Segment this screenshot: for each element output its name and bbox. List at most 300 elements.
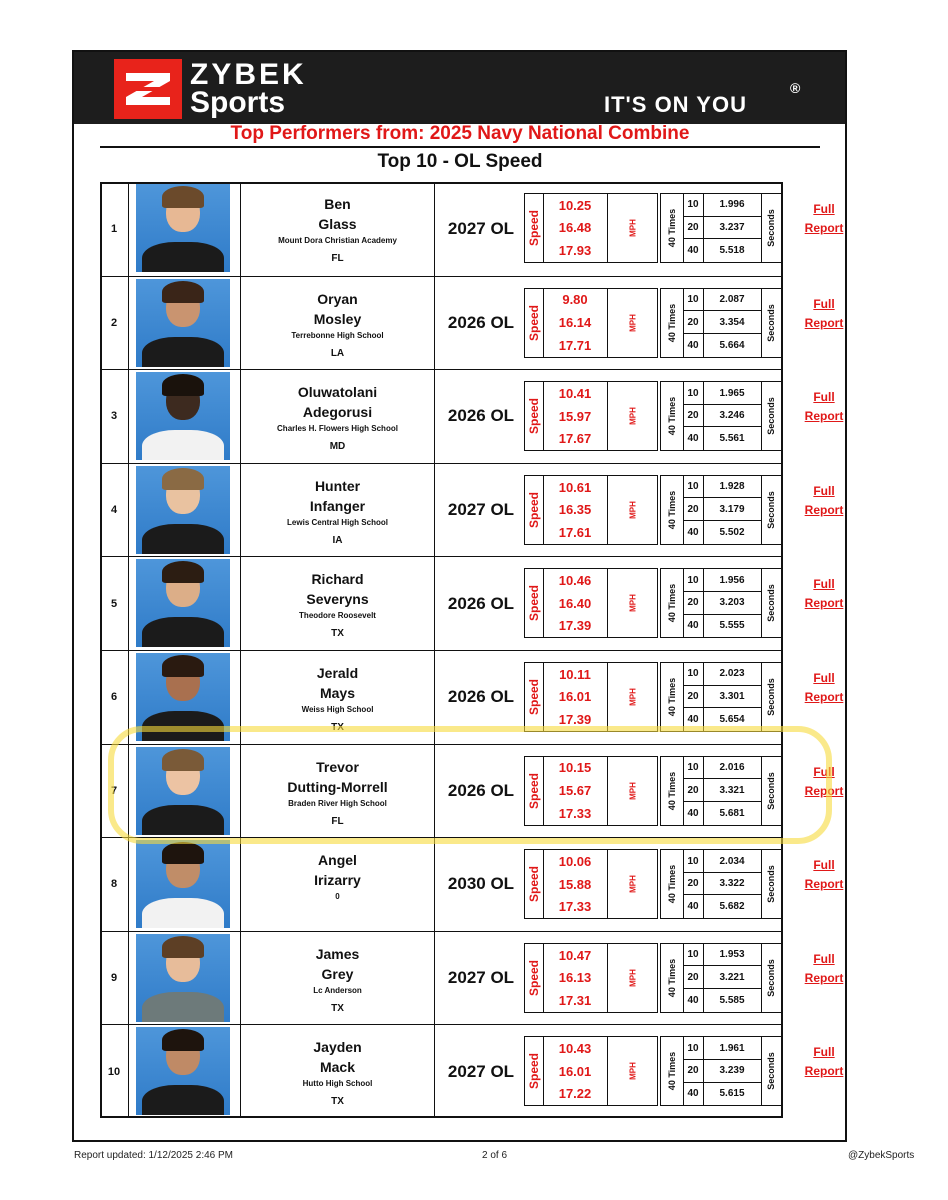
speed-label: Speed	[527, 959, 541, 996]
speed-value: 10.11	[559, 666, 591, 682]
school-name: Braden River High School	[288, 798, 387, 808]
school-name: Lewis Central High School	[287, 517, 388, 527]
seconds-label: Seconds	[766, 771, 776, 810]
speed-value: 16.48	[558, 220, 592, 236]
rank-number: 8	[100, 838, 129, 931]
split-distance: 10	[683, 663, 703, 686]
split-distances	[683, 757, 704, 825]
times-box	[660, 568, 782, 638]
split-distances	[683, 944, 704, 1012]
player-row	[100, 837, 844, 931]
split-time: 5.502	[719, 526, 745, 538]
last-name: Irizarry	[314, 872, 361, 889]
class-position: 2027 OL	[447, 968, 515, 988]
seconds-label-cell	[761, 1037, 781, 1105]
full-report-link[interactable]	[795, 200, 853, 238]
speed-value: 16.14	[558, 315, 592, 331]
mph-label: MPH	[628, 594, 638, 613]
speed-value: 10.06	[558, 854, 592, 869]
seconds-label-cell	[761, 663, 781, 731]
times-box	[660, 756, 782, 826]
list-title: Top 10 - OL Speed	[377, 151, 543, 172]
forty-times-label-cell	[661, 757, 684, 825]
speed-value: 10.47	[558, 947, 592, 963]
full-link-text[interactable]: Full	[813, 951, 835, 966]
player-row	[100, 463, 844, 557]
player-photo	[136, 279, 230, 367]
full-link-text[interactable]: Full	[813, 764, 835, 779]
photo-shirt	[142, 711, 224, 741]
split-time: 5.585	[719, 994, 745, 1006]
player-row	[100, 650, 844, 744]
speed-value: 10.46	[558, 573, 592, 589]
speed-value: 10.15	[558, 760, 592, 776]
speed-label-cell	[525, 194, 544, 262]
split-distance: 20	[683, 311, 703, 334]
mph-label-cell	[607, 289, 659, 357]
last-name: Severyns	[306, 591, 369, 608]
photo-hair	[162, 842, 204, 864]
state: IA	[332, 534, 343, 546]
player-row	[100, 182, 844, 276]
school-name: Mount Dora Christian Academy	[278, 236, 397, 245]
split-distance: 40	[687, 339, 699, 351]
speed-value: 10.25	[558, 197, 592, 213]
player-info	[240, 1025, 435, 1118]
speed-value: 15.88	[558, 876, 592, 892]
speed-value: 16.01	[558, 1063, 592, 1079]
times-box	[660, 381, 782, 451]
split-time: 3.354	[703, 311, 761, 334]
report-link-text[interactable]: Report	[804, 970, 844, 985]
full-link-text[interactable]: Full	[813, 483, 835, 498]
split-distance: 20	[683, 873, 703, 896]
photo-hair	[162, 186, 204, 208]
split-times	[703, 850, 762, 918]
first-name: Angel	[318, 852, 357, 869]
split-distances	[683, 569, 704, 637]
full-link-text[interactable]: Full	[813, 202, 835, 216]
mph-label: MPH	[628, 219, 638, 237]
player-row	[100, 556, 844, 650]
speed-label-cell	[525, 289, 544, 357]
player-photo	[136, 466, 230, 554]
photo-hair	[162, 936, 204, 958]
split-distance: 40	[687, 807, 699, 819]
speed-box	[524, 381, 658, 451]
photo-shirt	[142, 805, 224, 835]
mph-label-cell	[607, 944, 659, 1012]
speed-label-cell	[525, 1037, 544, 1105]
rank-number: 4	[100, 464, 129, 557]
first-name: Ben	[324, 196, 351, 212]
seconds-label-cell	[761, 757, 781, 825]
mph-label: MPH	[628, 688, 638, 706]
split-distance: 20	[683, 405, 703, 428]
seconds-label: Seconds	[766, 678, 776, 716]
split-time: 5.555	[719, 620, 745, 632]
class-position: 2026 OL	[447, 406, 515, 426]
speed-label: Speed	[527, 866, 541, 903]
player-info	[240, 838, 435, 931]
photo-hair	[162, 749, 204, 771]
school-name: Terrebonne High School	[291, 330, 384, 340]
split-time: 5.664	[719, 339, 745, 351]
forty-times-label-cell	[661, 944, 684, 1012]
speed-value: 16.35	[558, 502, 592, 518]
rank-number: 10	[100, 1025, 129, 1118]
split-time: 5.561	[719, 433, 745, 445]
forty-times-label: 40 Times	[667, 1052, 677, 1091]
split-distance: 10	[683, 944, 703, 967]
split-time: 5.518	[719, 245, 745, 257]
speed-label: Speed	[527, 1053, 541, 1090]
speed-label: Speed	[527, 678, 541, 716]
player-row	[100, 1024, 844, 1118]
full-report-link[interactable]	[795, 950, 853, 988]
brand-name	[190, 60, 307, 118]
player-photo	[136, 840, 230, 928]
school-name: Theodore Roosevelt	[299, 611, 376, 621]
seconds-label-cell	[761, 944, 781, 1012]
forty-times-label-cell	[661, 289, 684, 357]
photo-shirt	[142, 898, 224, 928]
speed-value: 10.61	[558, 479, 592, 495]
social-handle: @ZybekSports	[848, 1150, 915, 1161]
player-row	[100, 931, 844, 1025]
forty-times-label: 40 Times	[667, 208, 677, 248]
mph-label-cell	[607, 194, 659, 262]
class-position: 2026 OL	[447, 593, 515, 613]
speed-value: 16.40	[558, 595, 592, 611]
school-name: Lc Anderson	[313, 985, 362, 995]
player-info	[240, 557, 435, 650]
report-link-text[interactable]: Report	[804, 1064, 844, 1079]
split-distance: 10	[683, 850, 703, 873]
player-info	[240, 651, 435, 744]
state: TX	[331, 628, 344, 640]
speed-box	[524, 943, 658, 1013]
photo-hair	[162, 1029, 204, 1051]
photo-shirt	[142, 337, 224, 367]
full-report-link[interactable]	[795, 388, 853, 426]
rank-number: 9	[100, 932, 129, 1025]
report-link-text[interactable]: Report	[804, 690, 844, 704]
mph-label: MPH	[628, 407, 638, 426]
split-distance: 20	[683, 498, 703, 521]
split-distance: 20	[683, 592, 703, 615]
split-time: 5.615	[719, 1088, 745, 1100]
forty-times-label-cell	[661, 1037, 684, 1105]
speed-values	[543, 289, 608, 357]
seconds-label-cell	[761, 569, 781, 637]
forty-times-label: 40 Times	[667, 584, 677, 623]
times-box	[660, 193, 782, 263]
seconds-label: Seconds	[766, 865, 776, 903]
title-divider	[100, 146, 820, 148]
speed-value: 17.22	[558, 1086, 592, 1102]
last-name: Dutting-Morrell	[287, 778, 388, 795]
full-link-text[interactable]: Full	[813, 671, 835, 685]
speed-label-cell	[525, 944, 544, 1012]
seconds-label: Seconds	[766, 491, 776, 529]
class-position: 2027 OL	[447, 500, 515, 520]
speed-label: Speed	[527, 209, 541, 247]
player-info	[240, 932, 435, 1025]
split-times	[703, 476, 762, 544]
speed-label-cell	[525, 476, 544, 544]
state: TX	[331, 1096, 344, 1108]
first-name: Oluwatolani	[297, 384, 378, 401]
split-time: 1.956	[703, 569, 761, 592]
mph-label-cell	[607, 1037, 659, 1105]
split-distances	[683, 1037, 704, 1105]
seconds-label: Seconds	[766, 397, 776, 435]
speed-box	[524, 475, 658, 545]
photo-hair	[162, 281, 204, 303]
seconds-label-cell	[761, 382, 781, 450]
full-link-text[interactable]: Full	[813, 296, 835, 311]
split-distance: 40	[687, 994, 699, 1006]
class-position: 2026 OL	[447, 687, 515, 707]
split-time: 2.016	[703, 757, 761, 780]
report-link-text[interactable]: Report	[804, 221, 844, 235]
speed-value: 9.80	[562, 292, 588, 308]
split-distance: 40	[687, 620, 699, 632]
mph-label: MPH	[628, 875, 638, 894]
report-link-text[interactable]: Report	[804, 502, 844, 517]
split-distances	[683, 289, 704, 357]
full-report-link[interactable]	[795, 482, 853, 520]
forty-times-label-cell	[661, 663, 684, 731]
speed-label: Speed	[527, 585, 541, 622]
state: LA	[330, 347, 345, 359]
class-position: 2027 OL	[447, 1061, 515, 1081]
report-link-text[interactable]: Report	[804, 877, 844, 892]
speed-value: 17.61	[558, 524, 592, 540]
forty-times-label: 40 Times	[667, 397, 677, 436]
forty-times-label: 40 Times	[667, 865, 677, 904]
mph-label: MPH	[628, 313, 638, 332]
times-box	[660, 288, 782, 358]
player-photo	[136, 559, 230, 647]
speed-value: 10.43	[558, 1041, 592, 1057]
speed-box	[524, 756, 658, 826]
seconds-label: Seconds	[766, 209, 776, 247]
registered-mark: ®	[790, 80, 801, 96]
first-name: Jayden	[313, 1039, 362, 1056]
speed-values	[543, 757, 608, 825]
times-box	[660, 943, 782, 1013]
speed-value: 16.13	[558, 970, 592, 986]
first-name: Richard	[311, 571, 364, 588]
speed-box	[524, 1036, 658, 1106]
speed-values	[543, 194, 608, 262]
split-time: 1.953	[703, 944, 761, 967]
school-name: 0	[335, 892, 340, 902]
speed-box	[524, 568, 658, 638]
photo-hair	[162, 561, 204, 583]
mph-label: MPH	[628, 1062, 638, 1081]
split-distance: 10	[683, 289, 703, 312]
school-name: Hutto High School	[302, 1079, 373, 1089]
split-times	[703, 944, 762, 1012]
state: FL	[331, 815, 344, 827]
split-time: 5.681	[719, 807, 745, 819]
photo-shirt	[142, 992, 224, 1022]
class-position: 2027 OL	[447, 218, 515, 238]
speed-box	[524, 288, 658, 358]
split-time: 3.246	[703, 405, 761, 428]
full-link-text[interactable]: Full	[813, 390, 835, 405]
seconds-label: Seconds	[766, 584, 776, 623]
split-time: 5.682	[719, 901, 745, 913]
speed-value: 17.71	[558, 337, 592, 353]
player-info	[240, 745, 435, 838]
first-name: Jerald	[316, 665, 359, 681]
full-report-link[interactable]	[795, 295, 853, 333]
forty-times-label: 40 Times	[667, 958, 677, 997]
speed-value: 17.39	[558, 618, 592, 634]
photo-hair	[162, 468, 204, 490]
split-time: 2.087	[703, 289, 761, 312]
report-link-text[interactable]: Report	[804, 596, 844, 611]
forty-times-label: 40 Times	[667, 677, 677, 717]
split-time: 3.221	[703, 966, 761, 989]
split-distance: 20	[683, 686, 703, 709]
times-box	[660, 662, 782, 732]
split-time: 3.179	[703, 498, 761, 521]
speed-values	[543, 1037, 608, 1105]
speed-label-cell	[525, 663, 544, 731]
report-link-text[interactable]: Report	[804, 783, 844, 798]
player-info	[240, 464, 435, 557]
split-distances	[683, 850, 704, 918]
page-number: 2 of 6	[482, 1150, 508, 1161]
speed-values	[543, 382, 608, 450]
seconds-label-cell	[761, 289, 781, 357]
speed-label-cell	[525, 757, 544, 825]
speed-value: 17.33	[558, 805, 592, 821]
player-photo	[136, 372, 230, 460]
player-photo	[136, 1027, 230, 1115]
times-box	[660, 1036, 782, 1106]
split-distance: 40	[687, 245, 699, 257]
full-report-link[interactable]	[795, 669, 853, 707]
rank-number: 3	[100, 370, 129, 463]
split-time: 3.203	[703, 592, 761, 615]
full-report-link[interactable]	[795, 1043, 853, 1081]
full-report-link[interactable]	[795, 763, 853, 801]
speed-label-cell	[525, 569, 544, 637]
school-name: Charles H. Flowers High School	[277, 424, 398, 434]
split-distances	[683, 194, 704, 262]
speed-label-cell	[525, 850, 544, 918]
full-report-link[interactable]	[795, 856, 853, 894]
rank-number: 5	[100, 557, 129, 650]
split-distance: 20	[683, 966, 703, 989]
header-banner	[74, 52, 845, 124]
mph-label-cell	[607, 663, 659, 731]
class-position: 2026 OL	[447, 312, 515, 332]
rank-number: 7	[100, 745, 129, 838]
split-distance: 40	[687, 526, 699, 538]
split-distance: 10	[683, 757, 703, 780]
speed-value: 17.67	[558, 431, 592, 447]
player-photo	[136, 934, 230, 1022]
player-info	[240, 277, 435, 370]
mph-label: MPH	[628, 500, 638, 519]
split-distance: 40	[687, 714, 699, 726]
seconds-label-cell	[761, 194, 781, 262]
speed-value: 17.93	[558, 243, 592, 259]
split-times	[703, 289, 762, 357]
mph-label: MPH	[628, 968, 638, 987]
forty-times-label-cell	[661, 476, 684, 544]
last-name: Mosley	[313, 310, 362, 327]
full-report-link[interactable]	[795, 575, 853, 613]
state: FL	[331, 253, 344, 264]
first-name: Trevor	[316, 758, 359, 775]
split-time: 3.239	[703, 1060, 761, 1083]
last-name: Mack	[319, 1059, 356, 1076]
photo-shirt	[142, 242, 224, 272]
class-position: 2026 OL	[447, 780, 515, 800]
speed-values	[543, 663, 608, 731]
split-time: 1.965	[703, 382, 761, 405]
player-photo	[136, 653, 230, 741]
split-time: 1.928	[703, 476, 761, 499]
report-link-text[interactable]: Report	[804, 409, 844, 424]
photo-shirt	[142, 430, 224, 460]
first-name: Hunter	[314, 477, 361, 494]
mph-label: MPH	[628, 781, 638, 800]
split-distances	[683, 382, 704, 450]
player-row	[100, 744, 844, 838]
speed-value: 16.01	[558, 689, 592, 705]
report-link-text[interactable]: Report	[804, 315, 844, 330]
split-times	[703, 663, 762, 731]
split-distance: 20	[683, 1060, 703, 1083]
seconds-label-cell	[761, 850, 781, 918]
zybek-logo-icon	[114, 59, 182, 119]
speed-values	[543, 850, 608, 918]
speed-box	[524, 193, 658, 263]
forty-times-label-cell	[661, 850, 684, 918]
slogan: IT'S ON YOU	[604, 92, 747, 117]
speed-value: 15.97	[558, 408, 592, 424]
speed-value: 10.41	[558, 386, 592, 401]
forty-times-label: 40 Times	[667, 771, 677, 810]
full-link-text[interactable]: Full	[813, 858, 835, 873]
mph-label-cell	[607, 850, 659, 918]
speed-value: 17.39	[558, 712, 592, 728]
player-info	[240, 182, 435, 276]
full-link-text[interactable]: Full	[813, 1045, 835, 1060]
full-link-text[interactable]: Full	[813, 577, 835, 592]
mph-label-cell	[607, 476, 659, 544]
mph-label-cell	[607, 757, 659, 825]
split-time: 3.301	[703, 686, 761, 709]
split-time: 2.034	[703, 850, 761, 873]
split-time: 5.654	[719, 714, 745, 726]
brand-line1: ZYBEK	[190, 58, 307, 91]
rank-number: 1	[100, 182, 129, 276]
split-times	[703, 194, 762, 262]
split-distance: 20	[683, 779, 703, 802]
times-box	[660, 475, 782, 545]
split-distance: 10	[683, 476, 703, 499]
